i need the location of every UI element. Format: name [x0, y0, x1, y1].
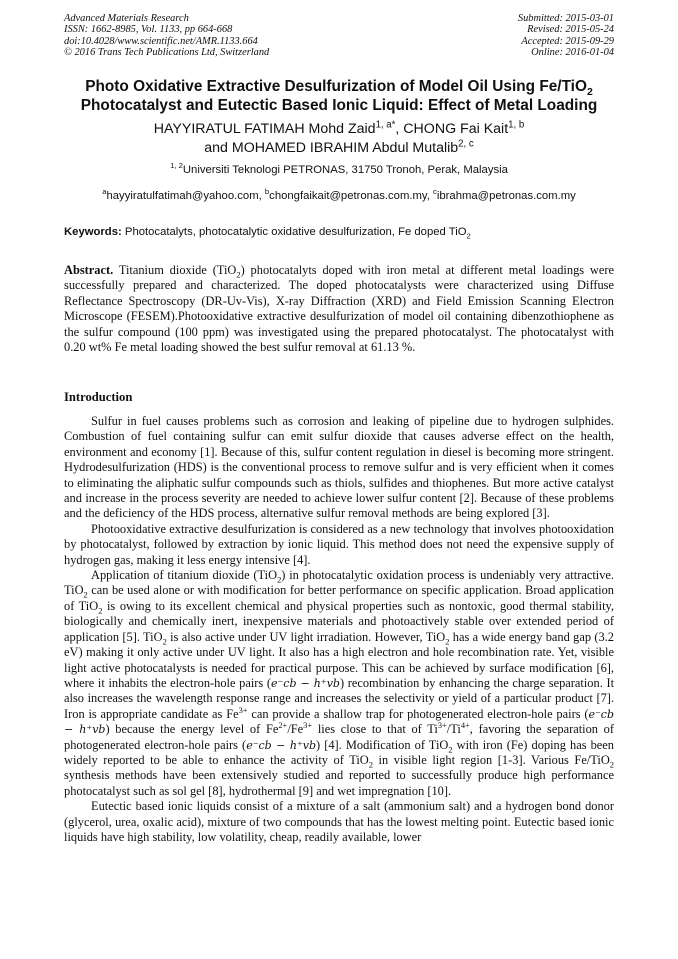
introduction-body [64, 414, 614, 845]
journal-name: Advanced Materials Research [64, 13, 189, 24]
paragraph: Eutectic based ionic liquids consist of a mixture of a salt (ammonium salt) and a hydrogen bond donor (glycerol, urea, oxalic acid), mixture of two compounds that has the lowest melting point. Eutectic based ionic liquids have high stability, low volatility, cheap, readily available, lower [64, 799, 614, 844]
abstract: Abstract. Titanium dioxide (TiO$_2$) photocatalyts doped with iron metal at different metal loadings were successfully prepared and characterized. The doped photocatalysts were characterized using Diffuse Reflectance Spectroscopy (DR-Uv-Vis), X-ray Diffraction (XRD) and Field Emission Scanning Electron Microscope (FESEM).Photooxidative extractive desulfurization of model oil containing dibenzothiophene as the sulfur compound (100 ppm) was investigated using the prepared photocatalyst. The photocatalyst with 0.20 wt% Fe metal loading showed the best sulfur removal at 61.13 %. [64, 263, 615, 355]
copyright: © 2016 Trans Tech Publications Ltd, Switzerland [64, 47, 270, 59]
email-link[interactable]: hayyiratulfatimah@yahoo.com, [106, 190, 265, 202]
paragraph: Application of titanium dioxide (TiO$_2$) in photocatalytic oxidation process is undeniably very attractive. TiO$_2$ can be used alone or with modification for better performance on specific application. Broad application of TiO$_2$ is owing to its excellent chemical and physical properties such as nontoxic, good thermal stability, biologically and chemically inert, inexpensive materials and photoactively stable over extended period of application [5]. TiO$_2$ is also active under UV light irradiation. However, TiO$_2$ has a wide energy band gap (3.2 eV) making it only active under UV light. It also has a high electron and hole recombination rate. Yet, visible light active photocatalysts is needed for practical purpose. This can be achieved by surface modification [6], where it inhabits the electron-hole pairs (e⁻cb − h⁺vb) recombination by enhancing the charge separation. It also increases the wavelength response range and increases the selectivity or yield of a particular product [7]. Iron is appropriate candidate as $Fe^{3+}$ can provide a shallow trap for photogenerated electron-hole pairs (e⁻cb − h⁺vb) because the energy level of $Fe^{2+}/Fe^{3+}$ lies close to that of $Ti^{3+}/Ti^{4+}$, favoring the separation of photogenerated electron-hole pairs (e⁻cb − h⁺vb) [4]. Modification of TiO$_2$ with iron (Fe) doping has been widely reported to be able to enhance the activity of TiO$_2$ in visible light region [1-3]. Various Fe/TiO$_2$ synthesis methods have been extensively studied and reported to successfully produce high performance photocatalyst such as sol gel [8], hydrothermal [9] and wet impregnation [10]. [64, 568, 615, 798]
issn: ISSN: 1662-8985, Vol. 1133, pp 664-668 [64, 24, 233, 36]
keywords: Keywords: Photocatalyts, photocatalytic oxidative desulfurization, Fe doped TiO$_2$ [64, 226, 471, 241]
submitted-date: Submitted: 2015-03-01 [517, 13, 614, 24]
email-link[interactable]: ibrahma@petronas.com.my [436, 190, 576, 202]
paragraph: Photooxidative extractive desulfurization is considered as a new technology that involves photooxidation by photocatalyst, followed by extraction by ionic liquid. This method does not need the expensive supply of hydrogen gas, making it less energy intensive [4]. [64, 521, 614, 567]
doi: doi:10.4028/www.scientific.net/AMR.1133.664 [64, 35, 258, 47]
accepted-date: Accepted: 2015-09-29 [521, 35, 614, 47]
online-date: Online: 2016-01-04 [531, 47, 614, 59]
journal-info [64, 13, 269, 59]
paper-title: Photo Oxidative Extractive Desulfurization of Model Oil Using Fe/TiO$_2$ Photocatalyst and Eutectic Based Ionic Liquid: Effect of Metal Loading [80, 78, 598, 114]
section-heading: Introduction [64, 390, 133, 404]
dates-info [518, 13, 614, 59]
email-link[interactable]: chongfaikait@petronas.com.my, [269, 190, 434, 202]
affiliation: $^{1, 2}$Universiti Teknologi PETRONAS, 31750 Tronoh, Perak, Malaysia [170, 161, 508, 176]
author-list: HAYYIRATUL FATIMAH Mohd Zaid$^{1, a*}$, CHONG Fai Kait$^{1, b}$ and MOHAMED IBRAHIM Abdul Mutalib$^{2, c}$ [153, 119, 525, 156]
paragraph: Sulfur in fuel causes problems such as corrosion and leaking of pipeline due to hydrogen sulphides. Combustion of fuel containing sulfur can emit sulfur dioxide that causes adverse effect on the health, environment and economy [1]. Because of this, sulfur content regulation in diesel is becoming more stringent. Hydrodesulfurization (HDS) is the conventional process to remove sulfur and is very efficient when it comes to eliminating the aliphatic sulfur compounds such as thiols, sulfides and thiophenes. But more active catalyst and increase in the process severity are needed to achieve lower sulfur content [2]. Because of these problems and the deficiency of the HDS process, alternative sulfur removal methods are being explored [3]. [64, 414, 614, 521]
author-emails: $^a$hayyiratulfatimah@yahoo.com, $^b$chongfaikait@petronas.com.my, $^c$ibrahma@petronas.com.my [102, 187, 576, 202]
revised-date: Revised: 2015-05-24 [527, 24, 614, 36]
